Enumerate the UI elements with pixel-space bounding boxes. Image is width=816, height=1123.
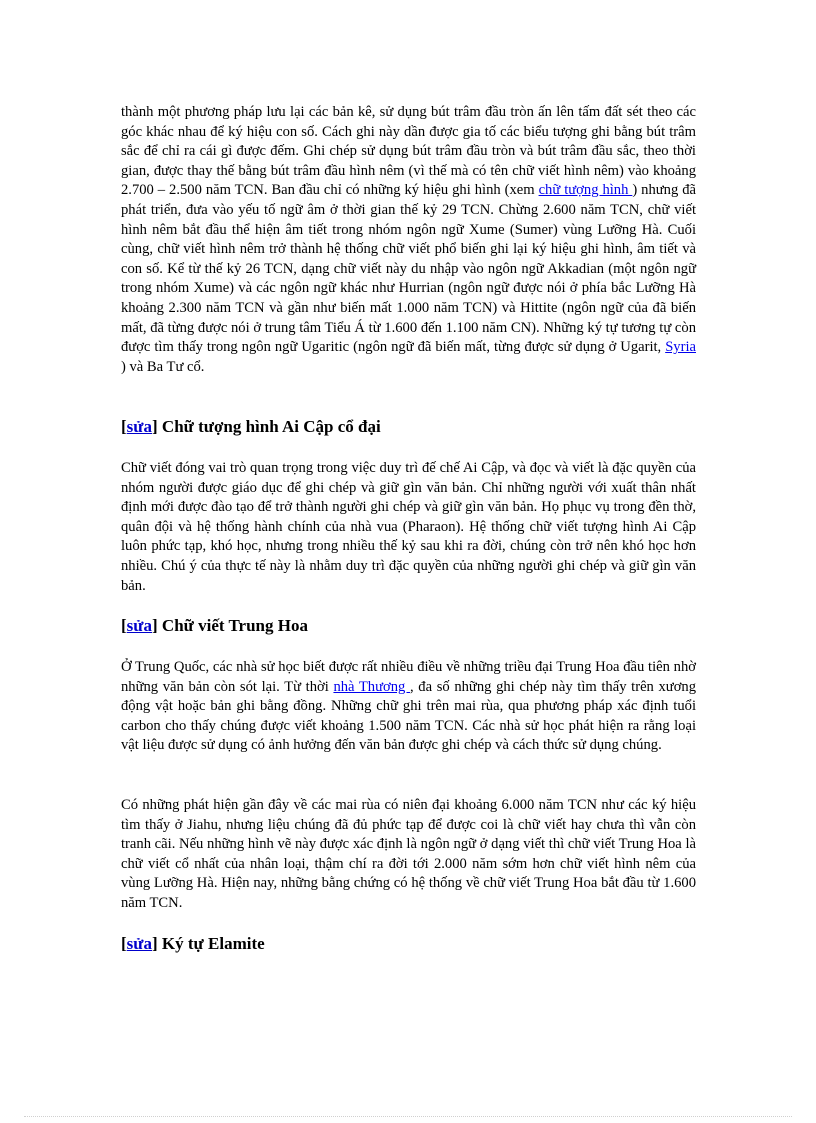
paragraph-egypt: Chữ viết đóng vai trò quan trọng trong việc duy trì đế chế Ai Cập, và đọc và viết là đặc quyền của nhóm người được giáo dục để ghi chép và giữ gìn văn bản. Chỉ những người với xuất thân nhất định mới được đào tạo để trở thành người ghi chép và giữ gìn văn bản. Họ phục vụ trong đền thờ, quân đội và hệ thống hành chính của nhà vua (Pharaon). Hệ thống chữ viết tượng hình Ai Cập luôn phức tạp, khó học, nhưng trong nhiều thế kỷ sau khi ra đời, chúng còn trở nên khó học hơn nhiều. Chú ý của thực tế này là nhằm duy trì đặc quyền của những người ghi chép và giữ gìn văn bản.: [121, 460, 696, 594]
heading-text: Ký tự Elamite: [157, 934, 265, 953]
paragraph-text: , đa số những ghi chép này tìm thấy trên xương động vật hoặc bản ghi bằng đồng. Những chữ ghi trên mai rùa, qua phương pháp xác định tuổi carbon cho thấy chúng được viết khoảng 1.500 năm TCN. Các nhà sử học phát hiện ra rằng loại vật liệu được sử dụng có ảnh hưởng đến văn bản được ghi chép và cách thức sử dụng chúng.: [121, 678, 697, 754]
edit-link[interactable]: sửa: [126, 616, 152, 635]
paragraph-text: ) và Ba Tư cổ.: [121, 358, 205, 375]
link-syria[interactable]: Syria: [665, 339, 696, 356]
link-pictogram[interactable]: chữ tượng hình: [538, 182, 633, 199]
paragraph-text: ) nhưng đã phát triển, đưa vào yếu tố ngữ âm ở thời gian thế kỷ 29 TCN. Chừng 2.600 năm TCN, chữ viết hình nêm bắt đầu thể hiện âm tiết trong nhóm ngôn ngữ Xume (Sumer) vùng Lưỡng Hà. Cuối cùng, chữ viết hình nêm trở thành hệ thống chữ viết phổ biến ghi lại ký hiệu ghi hình, âm tiết và con số. Kể từ thế kỷ 26 TCN, dạng chữ viết này du nhập vào ngôn ngữ Akkadian (một ngôn ngữ trong nhóm Xume) và các ngôn ngữ khác như Hurrian (ngôn ngữ được nói ở phía bắc Lưỡng Hà khoảng 2.300 năm TCN và gần như biến mất 1.000 năm TCN) và Hittite (ngôn ngữ của đã biến mất, đã từng được nói ở trung tâm Tiểu Á từ 1.600 đến 1.100 năm CN). Những ký tự tương tự còn được tìm thấy trong ngôn ngữ Ugaritic (ngôn ngữ đã biến mất, từng được sử dụng ở Ugarit,: [121, 182, 697, 356]
heading-text: Chữ tượng hình Ai Cập cổ đại: [157, 417, 381, 436]
edit-link[interactable]: sửa: [126, 934, 152, 953]
paragraph-jiahu: Có những phát hiện gần đây về các mai rùa có niên đại khoảng 6.000 năm TCN như các ký hiệu tìm thấy ở Jiahu, nhưng liệu chúng đã đủ phức tạp để được coi là chữ viết hay chưa thì vẫn còn tranh cãi. Nếu những hình vẽ này được xác định là ngôn ngữ ở dạng viết thì chữ viết Trung Hoa là chữ viết cổ nhất của nhân loại, thậm chí ra đời tới 2.000 năm sớm hơn chữ viết hình nêm của vùng Lưỡng Hà. Hiện nay, những bằng chứng có hệ thống về chữ viết Trung Hoa bắt đầu từ 1.600 năm TCN.: [121, 797, 696, 911]
edit-link[interactable]: sửa: [126, 417, 152, 436]
paragraph-cuneiform: [121, 103, 696, 377]
heading-text: Chữ viết Trung Hoa: [157, 616, 308, 635]
page-bottom-divider: [24, 1116, 792, 1117]
link-shang-dynasty[interactable]: nhà Thương: [333, 678, 410, 695]
paragraph-text: Ở Trung Quốc, các nhà sử học biết được rất nhiều điều về những triều đại Trung Hoa đầu tiên nhờ những văn bản còn sót lại. Từ thời: [121, 659, 696, 695]
heading-egyptian-hieroglyphs: [sửa] Chữ tượng hình Ai Cập cổ đại: [121, 417, 381, 436]
paragraph-china: [121, 658, 696, 756]
heading-elamite: [sửa] Ký tự Elamite: [121, 934, 265, 953]
heading-chinese-script: [sửa] Chữ viết Trung Hoa: [121, 616, 308, 635]
paragraph-text: thành một phương pháp lưu lại các bản kê, sử dụng bút trâm đầu tròn ấn lên tấm đất sét theo các góc khác nhau để ký hiệu con số. Cách ghi này dần được gia tố các biểu tượng ghi bằng bút trâm sắc để chỉ ra cái gì được đếm. Ghi chép sử dụng bút trâm đầu tròn và bút trâm đầu sắc, theo thời gian, được thay thế bằng bút trâm đầu hình nêm (vì thế mà có tên chữ viết hình nêm) vào khoảng 2.700 – 2.500 năm TCN. Ban đầu chỉ có những ký hiệu ghi hình (xem: [121, 104, 696, 199]
